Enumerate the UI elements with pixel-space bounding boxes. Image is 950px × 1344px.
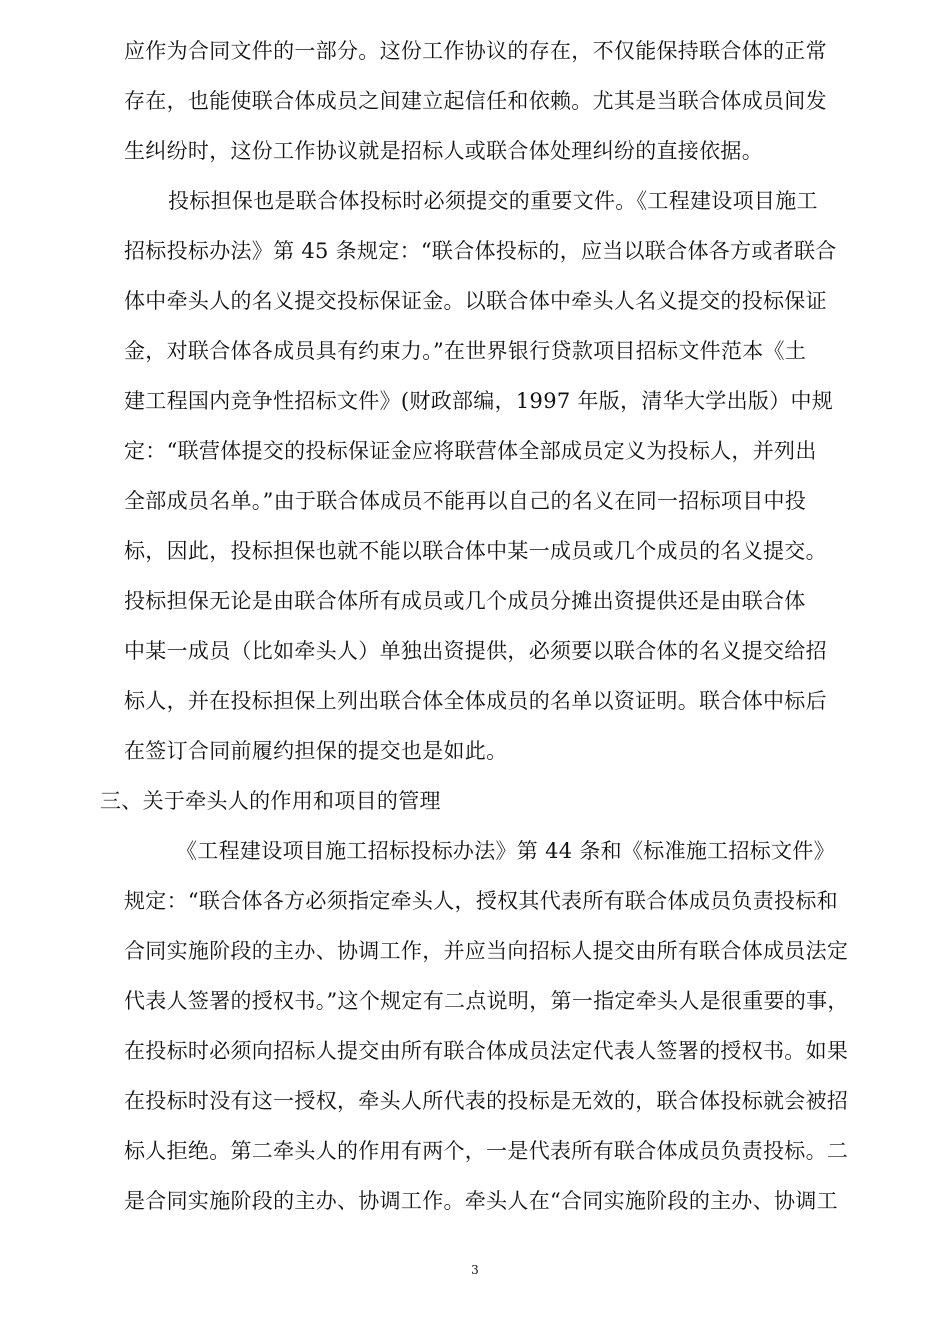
text-line-22: 在投标时没有这一授权，牵头人所代表的投标是无效的，联合体投标就会被招 <box>124 1089 849 1113</box>
text-line-11: 标，因此，投标担保也就不能以联合体中某一成员或几个成员的名义提交。 <box>124 539 827 563</box>
text-line-24: 是合同实施阶段的主办、协调工作。牵头人在“合同实施阶段的主办、协调工 <box>124 1189 838 1213</box>
text-line-2: 存在，也能使联合体成员之间建立起信任和依赖。尤其是当联合体成员间发 <box>124 89 827 113</box>
section-heading: 三、关于牵头人的作用和项目的管理 <box>100 789 441 813</box>
text-line-17: 《工程建设项目施工招标投标办法》第 44 条和《标准施工招标文件》 <box>176 839 835 863</box>
text-line-4: 投标担保也是联合体投标时必须提交的重要文件。《工程建设项目施工 <box>168 189 818 213</box>
text-line-1: 应作为合同文件的一部分。这份工作协议的存在，不仅能保持联合体的正常 <box>124 39 827 63</box>
text-line-21: 在投标时必须向招标人提交由所有联合体成员法定代表人签署的授权书。如果 <box>124 1039 849 1063</box>
text-line-10: 全部成员名单。”由于联合体成员不能再以自己的名义在同一招标项目中投 <box>124 489 807 513</box>
text-line-3: 生纠纷时，这份工作协议就是招标人或联合体处理纠纷的直接依据。 <box>124 139 763 163</box>
text-line-7: 金，对联合体各成员具有约束力。”在世界银行贷款项目招标文件范本《土 <box>124 339 807 363</box>
text-line-14: 标人，并在投标担保上列出联合体全体成员的名单以资证明。联合体中标后 <box>124 689 827 713</box>
text-line-12: 投标担保无论是由联合体所有成员或几个成员分摊出资提供还是由联合体 <box>124 589 806 613</box>
text-line-5: 招标投标办法》第 45 条规定：“联合体投标的，应当以联合体各方或者联合 <box>124 239 837 263</box>
text-line-19: 合同实施阶段的主办、协调工作，并应当向招标人提交由所有联合体成员法定 <box>124 939 849 963</box>
text-line-6: 体中牵头人的名义提交投标保证金。以联合体中牵头人名义提交的投标保证 <box>124 289 827 313</box>
text-line-23: 标人拒绝。第二牵头人的作用有两个，一是代表所有联合体成员负责投标。二 <box>124 1139 849 1163</box>
text-line-15: 在签订合同前履约担保的提交也是如此。 <box>124 739 508 763</box>
text-line-8: 建工程国内竞争性招标文件》(财政部编，1997 年版，清华大学出版）中规 <box>124 389 834 413</box>
text-line-20: 代表人签署的授权书。”这个规定有二点说明，第一指定牵头人是很重要的事， <box>124 989 849 1013</box>
text-line-9: 定：“联营体提交的投标保证金应将联营体全部成员定义为投标人，并列出 <box>124 439 817 463</box>
text-line-13: 中某一成员（比如牵头人）单独出资提供，必须要以联合体的名义提交给招 <box>124 639 827 663</box>
page-number: 3 <box>471 1263 479 1277</box>
text-line-18: 规定：“联合体各方必须指定牵头人，授权其代表所有联合体成员负责投标和 <box>124 889 838 913</box>
